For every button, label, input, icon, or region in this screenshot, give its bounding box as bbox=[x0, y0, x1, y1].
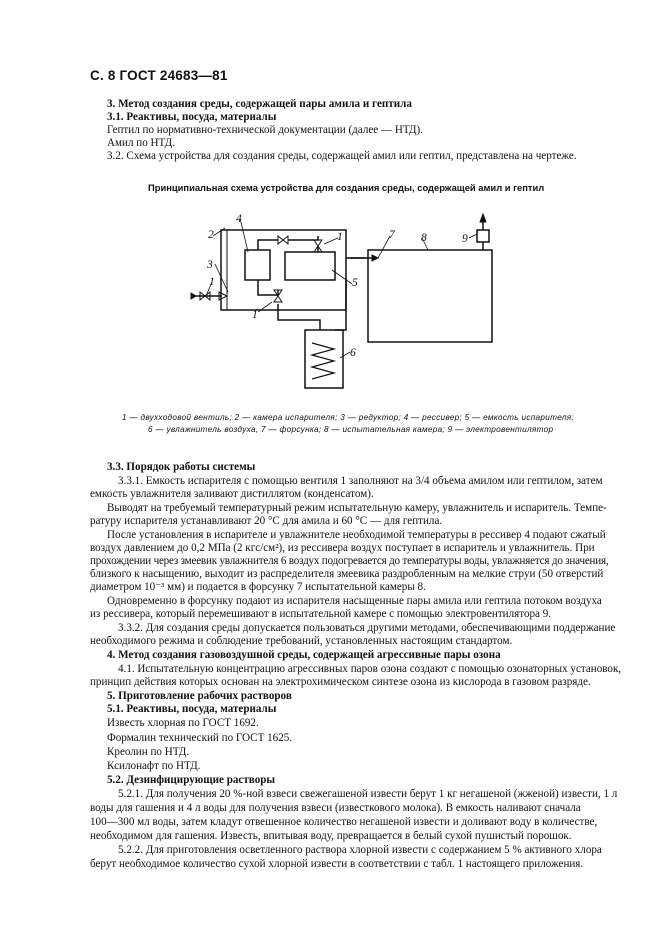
diagram-caption-line-1: 1 — двухходовой вентиль; 2 — камера испарителя; 3 — редуктор; 4 — ресcивер; 5 — емкость испарителя; bbox=[122, 413, 574, 422]
section-3-3-title: 3.3. Порядок работы системы bbox=[107, 461, 256, 473]
label-1-top: 1 bbox=[337, 231, 343, 243]
evaporator-container bbox=[285, 252, 335, 280]
list-item: Формалин технический по ГОСТ 1625. bbox=[107, 732, 293, 744]
p41-line-1: 4.1. Испытательную концентрацию агрессивных паров озона создают с помощью озонаторных установок, bbox=[118, 663, 622, 675]
diagram-caption-line-2: 6 — увлажнитель воздуха, 7 — форсунка; 8 — испытательная камера; 9 — электровентилятор bbox=[148, 425, 554, 434]
label-9: 9 bbox=[462, 233, 468, 245]
s31-line-1: Гептил по нормативно-технической документации (далее — НТД). bbox=[107, 124, 423, 136]
p521-line-1: 5.2.1. Для получения 20 %-ной взвеси свежегашеной извести берут 1 кг негашеной (жженой) извести, 1 л bbox=[118, 788, 618, 800]
p521-line-2: воды для гашения и 4 л воды для получения взвеси (известкового молока). В емкость наливают сначала bbox=[90, 802, 581, 814]
label-6: 6 bbox=[350, 347, 356, 359]
p41-line-2: принцип действия которых основан на электрохимическом синтезе озона из кислорода в газовом разряде. bbox=[90, 676, 591, 688]
evaporator-chamber-outline bbox=[221, 230, 346, 310]
p522-line-1: 5.2.2. Для приготовления осветленного раствора хлорной извести с содержанием 5 % активного хлора bbox=[118, 844, 602, 856]
section-3-1-title: 3.1. Реактивы, посуда, материалы bbox=[107, 111, 277, 123]
list-item: Ксилонафт по НТД. bbox=[107, 760, 201, 772]
list-item: Известь хлорная по ГОСТ 1692. bbox=[107, 717, 259, 729]
p2-line-2: ратуру испарителя устанавливают 20 °С для амила и 60 °С — для гептила. bbox=[90, 515, 443, 527]
humidifier-box bbox=[305, 330, 343, 388]
p2-line-1: Выводят на требуемый температурный режим испытательную камеру, увлажнитель и испаритель. Темпе- bbox=[107, 502, 607, 514]
label-4: 4 bbox=[236, 213, 242, 225]
humidifier-coil bbox=[312, 343, 334, 379]
section-5-2-title: 5.2. Дезинфицирующие растворы bbox=[107, 774, 276, 786]
valve-icon bbox=[278, 236, 288, 244]
p331-line-2: емкость увлажнителя заливают дистиллятом (конденсатом). bbox=[90, 488, 374, 500]
p4-line-1: Одновременно в форсунку подают из испарителя насыщенные пары амила или гептила потоком воздуха bbox=[107, 595, 602, 607]
label-8: 8 bbox=[421, 232, 427, 244]
p3-line-5: диаметром 10⁻³ мм) и подается в форсунку 7 испытательной камеры 8. bbox=[90, 581, 426, 593]
p332-line-2: необходимого режима и соблюдение требований, установленных настоящим стандартом. bbox=[90, 635, 513, 647]
s31-line-2: Амил по НТД. bbox=[107, 137, 175, 149]
label-3: 3 bbox=[207, 259, 213, 271]
p4-line-2: из ресcивера, который перемешивают в испытательной камере с помощью электровентилятора 9. bbox=[90, 608, 552, 620]
p3-line-2: воздух давлением до 0,2 МПа (2 кгс/см²), из ресcивера воздух поступает в испаритель и увлажнитель. При bbox=[90, 542, 595, 554]
label-5: 5 bbox=[352, 277, 358, 289]
receiver-box bbox=[245, 250, 270, 280]
test-chamber-box bbox=[368, 250, 492, 342]
p521-line-4: необходимом для гашения. Известь, впитывая воду, превращается в белый сухой пушистый порошок. bbox=[90, 830, 572, 842]
p521-line-3: 100—300 мл воды, затем кладут отвешенное количество негашеной извести и доливают воду в количестве, bbox=[90, 816, 598, 828]
label-2: 2 bbox=[208, 229, 214, 241]
page-header: С. 8 ГОСТ 24683—81 bbox=[90, 68, 228, 83]
label-1-bottom: 1 bbox=[252, 309, 258, 321]
label-1-left: 1 bbox=[209, 276, 215, 288]
label-7: 7 bbox=[389, 229, 395, 241]
diagram-title: Принципиальная схема устройства для создания среды, содержащей амил и гептил bbox=[148, 182, 545, 193]
p522-line-2: берут необходимое количество сухой хлорной извести в соответствии с табл. 1 настоящего приложения. bbox=[90, 858, 584, 870]
list-item: Креолин по НТД. bbox=[107, 746, 190, 758]
device-schematic bbox=[180, 200, 510, 410]
section-5-title: 5. Приготовление рабочих растворов bbox=[107, 690, 292, 702]
p3-line-3: прохождении через змеевик увлажнителя 6 воздух подогревается до температуры воды, увлажняется до значения, bbox=[90, 555, 609, 567]
section-3-title: 3. Метод создания среды, содержащей пары амила и гептила bbox=[107, 98, 412, 110]
section-5-1-title: 5.1. Реактивы, посуда, материалы bbox=[107, 703, 277, 715]
p3-line-1: После установления в испарителе и увлажнителе необходимой температуры в ресcивер 4 подают сжатый bbox=[107, 529, 606, 541]
section-4-title: 4. Метод создания газовоздушной среды, содержащей агрессивные пары озона bbox=[107, 649, 501, 661]
s32-line: 3.2. Схема устройства для создания среды, содержащей амил или гептил, представлена на чертеже. bbox=[107, 150, 577, 162]
p332-line-1: 3.3.2. Для создания среды допускается пользоваться другими методами, обеспечивающими поддержание bbox=[118, 622, 616, 634]
fan-box bbox=[477, 230, 489, 242]
p3-line-4: близкого к насыщению, выходит из распределителя змеевика раздробленным на мелкие струи (50 отверстий bbox=[90, 568, 604, 580]
p331-line-1: 3.3.1. Емкость испарителя с помощью вентиля 1 заполняют на 3/4 объема амилом или гептилом, затем bbox=[118, 475, 603, 487]
